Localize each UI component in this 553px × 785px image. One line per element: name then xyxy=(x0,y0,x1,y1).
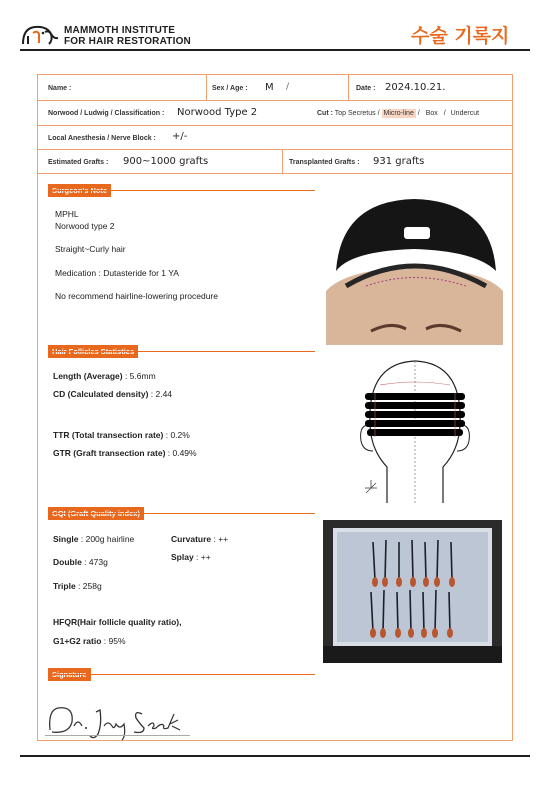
estimated-grafts-label: Estimated Grafts : xyxy=(48,159,109,166)
logo-line2: FOR HAIR RESTORATION xyxy=(64,36,191,47)
cut-separator: / xyxy=(443,110,446,117)
signature-rule xyxy=(45,735,190,736)
logo-line1: MAMMOTH INSTITUTE xyxy=(64,25,176,36)
g1g2-value: : 95% xyxy=(101,636,126,646)
name-label: Name : xyxy=(48,85,72,92)
anesthesia-value: +/- xyxy=(172,131,188,142)
date-value: 2024.10.21. xyxy=(385,82,446,93)
cut-separator: / xyxy=(377,110,380,117)
row-divider xyxy=(38,173,513,174)
row-divider xyxy=(38,149,513,150)
logo xyxy=(21,24,61,46)
row-divider xyxy=(38,100,513,101)
norwood-value: Norwood Type 2 xyxy=(177,107,258,118)
double-stat xyxy=(53,557,108,567)
note-line-4: Medication : Dutasteride for 1 YA xyxy=(55,268,179,278)
sex-age-label: Sex / Age : xyxy=(212,85,248,92)
section-rule xyxy=(48,674,315,675)
note-line-2: Norwood type 2 xyxy=(55,221,115,231)
anesthesia-label: Local Anesthesia / Nerve Block : xyxy=(48,135,156,142)
double-label: Double xyxy=(53,557,82,567)
section-rule xyxy=(48,190,315,191)
col-divider xyxy=(282,150,283,173)
cd-stat xyxy=(53,389,172,399)
document-title: 수술 기록지 xyxy=(411,25,510,47)
mammoth-logo-icon xyxy=(21,24,61,46)
footer-rule xyxy=(20,755,530,757)
cut-option-undercut: Undercut xyxy=(450,110,480,117)
gtr-value: : 0.49% xyxy=(165,448,197,458)
splay-label: Splay xyxy=(171,552,194,562)
triple-stat xyxy=(53,581,102,591)
g1g2-label: G1+G2 ratio xyxy=(53,636,102,646)
cut-option-top-secretus: Top Secretus xyxy=(334,110,376,117)
double-value: : 473g xyxy=(81,557,108,567)
sex-value: M xyxy=(265,82,274,93)
cut-option-micro-line: Micro-line xyxy=(383,110,414,117)
norwood-label: Norwood / Ludwig / Classification : xyxy=(48,110,165,117)
single-label: Single xyxy=(53,534,79,544)
note-line-3: Straight~Curly hair xyxy=(55,244,126,254)
curvature-stat xyxy=(171,534,228,544)
gtr-stat xyxy=(53,448,197,458)
curvature-label: Curvature xyxy=(171,534,212,544)
patient-hairline-photo xyxy=(326,191,503,345)
splay-value: : ++ xyxy=(193,552,211,562)
cut-label: Cut : xyxy=(317,110,333,117)
estimated-grafts-value: 900~1000 grafts xyxy=(123,156,209,167)
logo-text xyxy=(64,25,191,47)
triple-value: : 258g xyxy=(75,581,102,591)
graft-monitor-photo xyxy=(323,520,502,663)
header-rule xyxy=(20,49,530,51)
row-divider xyxy=(38,125,513,126)
ttr-value: : 0.2% xyxy=(163,430,190,440)
section-rule xyxy=(48,351,315,352)
age-separator: / xyxy=(286,82,290,92)
gtr-label: GTR (Graft transection rate) xyxy=(53,448,166,458)
section-rule xyxy=(48,513,315,514)
curvature-value: : ++ xyxy=(211,534,229,544)
cd-value: : 2.44 xyxy=(148,389,173,399)
graft-display-image xyxy=(323,520,502,663)
cd-label: CD (Calculated density) xyxy=(53,389,149,399)
length-value: : 5.6mm xyxy=(122,371,156,381)
head-back-diagram-icon xyxy=(355,355,475,505)
note-line-5: No recommend hairline-lowering procedure xyxy=(55,291,218,301)
transplanted-grafts-value: 931 grafts xyxy=(373,156,425,167)
triple-label: Triple xyxy=(53,581,76,591)
g1g2-stat xyxy=(53,636,126,646)
ttr-label: TTR (Total transection rate) xyxy=(53,430,164,440)
splay-stat xyxy=(171,552,211,562)
single-stat xyxy=(53,534,134,544)
length-stat xyxy=(53,371,156,381)
length-label: Length (Average) xyxy=(53,371,123,381)
cut-separator: / xyxy=(417,110,420,117)
col-divider xyxy=(206,75,207,100)
transplanted-grafts-label: Transplanted Grafts : xyxy=(289,159,360,166)
hfqr-line: HFQR(Hair follicle quality ratio), xyxy=(53,617,182,627)
donor-area-diagram xyxy=(355,355,475,505)
date-label: Date : xyxy=(356,85,376,92)
note-line-1: MPHL xyxy=(55,209,79,219)
cut-field xyxy=(317,110,479,117)
cut-option-box: Box xyxy=(425,110,438,117)
col-divider xyxy=(348,75,349,100)
patient-head-image xyxy=(326,191,503,345)
ttr-stat xyxy=(53,430,190,440)
single-value: : 200g hairline xyxy=(78,534,135,544)
